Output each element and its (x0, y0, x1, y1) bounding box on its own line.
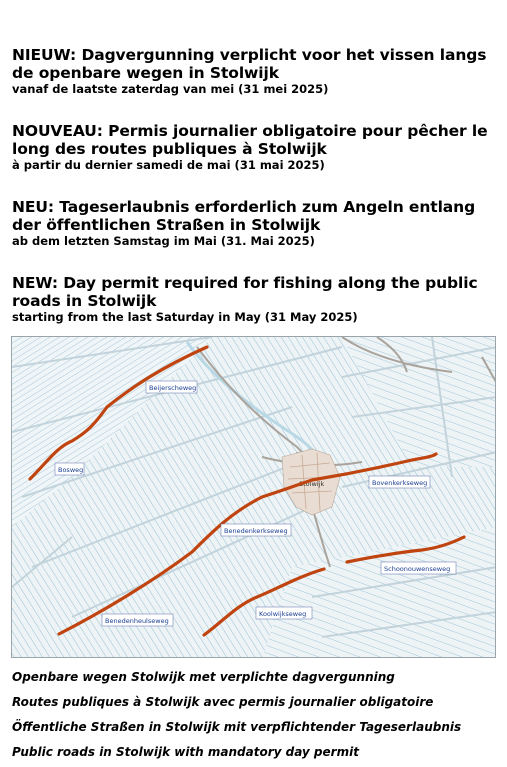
notice-french (12, 122, 502, 173)
caption-english: Public roads in Stolwijk with mandatory day permit (12, 745, 359, 759)
caption-french: Routes publiques à Stolwijk avec permis journalier obligatoire (12, 695, 434, 709)
notice-title: NEW: Day permit required for fishing along the public roads in Stolwijk (12, 274, 478, 310)
label-koolwijkseweg (256, 607, 312, 619)
svg-text:Benedenkerkseweg: Benedenkerkseweg (224, 527, 288, 535)
town-label: Stolwijk (299, 480, 325, 488)
svg-text:Benedenheulseweg: Benedenheulseweg (105, 617, 169, 625)
notice-subtitle: starting from the last Saturday in May (31 May 2025) (12, 310, 358, 324)
map-canvas (12, 337, 496, 658)
notice-subtitle: ab dem letzten Samstag im Mai (31. Mai 2025) (12, 234, 315, 248)
notice-german (12, 198, 502, 249)
stolwijk-road-map (11, 336, 496, 658)
svg-text:Schoonouwenseweg: Schoonouwenseweg (384, 565, 451, 573)
label-benedenheulseweg (102, 614, 173, 626)
notice-title: NIEUW: Dagvergunning verplicht voor het vissen langs de openbare wegen in Stolwijk (12, 46, 487, 82)
notice-subtitle: vanaf de laatste zaterdag van mei (31 mei 2025) (12, 82, 329, 96)
label-schoonouwenseweg (381, 562, 456, 574)
label-beijerscheweg (146, 381, 197, 393)
svg-text:Bovenkerkseweg: Bovenkerkseweg (372, 479, 428, 487)
label-benedenkerkseweg (221, 524, 291, 536)
notice-title: NOUVEAU: Permis journalier obligatoire pour pêcher le long des routes publiques à Stolwijk (12, 122, 488, 158)
svg-text:Beijerscheweg: Beijerscheweg (149, 384, 197, 392)
caption-dutch: Openbare wegen Stolwijk met verplichte dagvergunning (12, 670, 395, 684)
label-bovenkerkseweg (369, 476, 430, 488)
svg-text:Bosweg: Bosweg (58, 466, 84, 474)
svg-text:Koolwijkseweg: Koolwijkseweg (259, 610, 307, 618)
label-bosweg (55, 463, 84, 475)
caption-german: Öffentliche Straßen in Stolwijk mit verpflichtender Tageserlaubnis (12, 720, 462, 734)
notice-subtitle: à partir du dernier samedi de mai (31 mai 2025) (12, 158, 325, 172)
notice-dutch (12, 46, 502, 97)
notice-english (12, 274, 502, 325)
notice-title: NEU: Tageserlaubnis erforderlich zum Angeln entlang der öffentlichen Straßen in Stolwijk (12, 198, 476, 234)
